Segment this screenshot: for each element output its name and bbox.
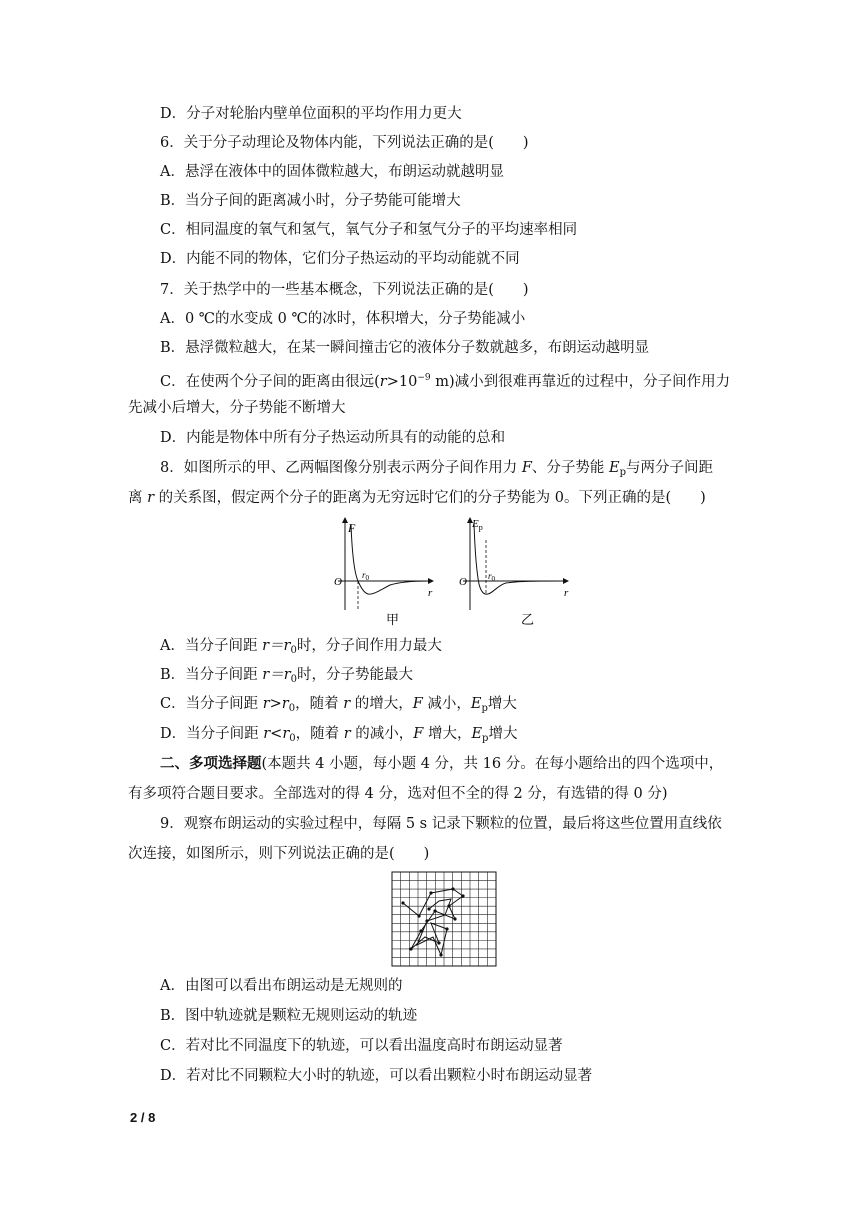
q9-option-c: C．若对比不同温度下的轨迹，可以看出温度高时布朗运动显著 — [160, 1038, 563, 1054]
q5-option-d: D．分子对轮胎内壁单位面积的平均作用力更大 — [160, 106, 462, 122]
y-label-F: F — [348, 521, 356, 535]
q9-option-d: D．若对比不同颗粒大小时的轨迹，可以看出颗粒小时布朗运动显著 — [160, 1068, 593, 1084]
force-curve — [351, 524, 428, 594]
caption-jia: 甲 — [386, 612, 400, 627]
q8-stem-line2: 离 r 的关系图，假定两个分子的距离为无穷远时它们的分子势能为 0。下列正确的是( ) — [128, 490, 706, 506]
q9-option-a: A．由图可以看出布朗运动是无规则的 — [160, 978, 403, 994]
q9-option-b: B．图中轨迹就是颗粒无规则运动的轨迹 — [160, 1008, 418, 1024]
y-label-Ep: $E_p$ — [472, 518, 483, 532]
section2-desc-line2: 有多项符合题目要求。全部选对的得 4 分，选对但不全的得 2 分，有选错的得 0 分) — [128, 786, 668, 802]
q8-option-a: A．当分子间距 $r=r_0$时，分子间作用力最大 — [160, 638, 442, 656]
origin-label: O — [459, 576, 467, 588]
q8-option-d: D．当分子间距 $r<r_0$，随着 r 的减小，F 增大，$E_p$增大 — [160, 726, 518, 744]
r0-label: $r_0$ — [362, 570, 370, 582]
q6-option-b: B．当分子间的距离减小时，分子势能可能增大 — [160, 193, 461, 209]
grid — [392, 872, 496, 966]
section2-title: 二、多项选择题 — [160, 755, 262, 772]
q9-brownian-figure — [391, 871, 497, 967]
graph-potential-vs-distance — [459, 518, 569, 627]
section2-desc: (本题共 4 小题，每小题 4 分，共 16 分。在每小题给出的四个选项中， — [261, 756, 724, 772]
q6-option-d: D．内能不同的物体，它们分子热运动的平均动能就不同 — [160, 251, 520, 267]
q7-option-a: A．0 ℃的水变成 0 ℃的冰时，体积增大，分子势能减小 — [160, 311, 526, 327]
q7-option-d: D．内能是物体中所有分子热运动所具有的动能的总和 — [160, 430, 506, 446]
x-label-r: r — [564, 587, 569, 599]
q9-stem-line2: 次连接，如图所示，则下列说法正确的是( ) — [128, 846, 430, 862]
q8-figure — [328, 512, 578, 632]
origin-label: O — [334, 576, 342, 588]
q8-stem-line1: 8．如图所示的甲、乙两幅图像分别表示两分子间作用力 F、分子势能 $E_p$与两分子间距 — [160, 460, 714, 478]
q6-option-c: C．相同温度的氧气和氢气，氧气分子和氢气分子的平均速率相同 — [160, 222, 578, 238]
x-label-r: r — [428, 587, 433, 599]
potential-curve — [474, 524, 563, 594]
graph-force-vs-distance — [334, 518, 433, 627]
q7-option-c-line2: 先减小后增大，分子势能不断增大 — [128, 400, 346, 416]
page-number: 2 / 8 — [130, 1110, 156, 1125]
particle-trajectory — [403, 889, 463, 955]
q6-stem: 6．关于分子动理论及物体内能，下列说法正确的是( ) — [160, 135, 529, 151]
q7-option-b: B．悬浮微粒越大，在某一瞬间撞击它的液体分子数就越多，布朗运动越明显 — [160, 340, 650, 356]
q8-option-b: B．当分子间距 $r=r_0$时，分子势能最大 — [160, 667, 414, 685]
r0-label: $r_0$ — [488, 571, 496, 583]
caption-yi: 乙 — [521, 612, 535, 627]
q9-stem-line1: 9．观察布朗运动的实验过程中，每隔 5 s 记录下颗粒的位置，最后将这些位置用直线依 — [160, 816, 722, 832]
q7-stem: 7．关于热学中的一些基本概念，下列说法正确的是( ) — [160, 282, 529, 298]
q6-option-a: A．悬浮在液体中的固体微粒越大，布朗运动就越明显 — [160, 164, 504, 180]
q7-option-c-line1: C．在使两个分子间的距离由很远($r>10^{-9}$ m)减小到很难再靠近的过程中，分子间作用力 — [160, 373, 731, 390]
q8-option-c: C．当分子间距 $r>r_0$，随着 r 的增大，F 减小，$E_p$增大 — [160, 696, 517, 714]
section2-heading — [160, 754, 723, 774]
